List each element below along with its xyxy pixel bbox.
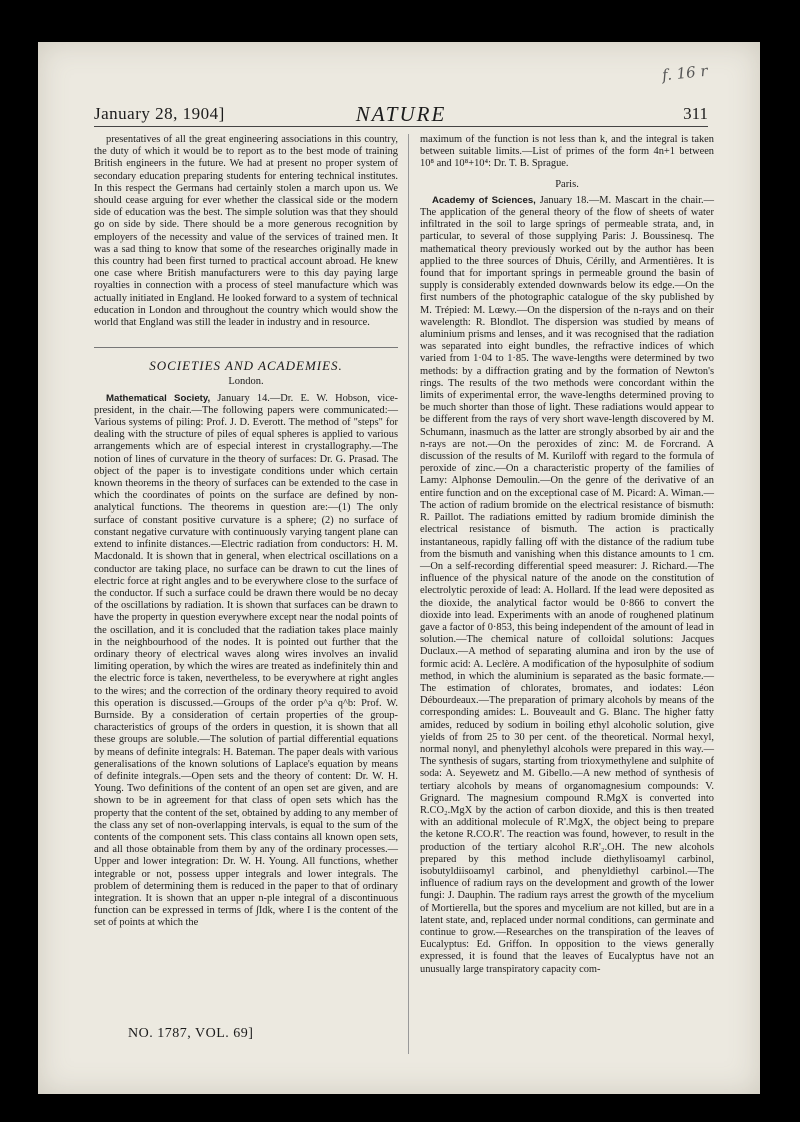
society-report-body: January 14.—Dr. E. W. Hobson, vice-president, in the chair.—The following papers were communicated:—Various systems of piling: Prof. J. D. Everott. The method of "steps" for dealing with the structure of piles of equal spheres is applied to various arrangements which are of especial interest in crystallography.—The notion of lines of curvature in the theory of surfaces: Dr. G. Prasad. The object of the paper is to investigate conditions under which certain known theorems in the theory of surfaces can be extended to the case in which the coordinates of points on the surface are defined by non-analytical functions. The theorems in question are:—(1) The only surface of constant positive curvature is a sphere; (2) no surface of constant negative curvature with continuously varying tangent plane can extend to infinite distances.—Electric radiation from conductors: H. M. Macdonald. It is shown that in general, when electrical oscillations on a conductor are taking place, no surface can be drawn to cut the lines of electric force at right angles and to be everywhere close to the surface of the conductor. If such a surface could be drawn there would be no decay of the oscillations by radiation. It is shown that surfaces can be drawn to have the property in question everywhere except near the nodal points of the oscillation, and it is concluded that the radiation takes place mainly in the neighbourhood of the nodes. It is pointed out further that the ordinary theory of electrical waves along wires involves an invalid limiting operation, by which the wires are treated as indefinitely thin and the electric force is taken, nevertheless, to be everywhere at right angles to the wires; and the correction of the ordinary theory required to avoid this operation is discussed.—Groups of the order p^a q^b: Prof. W. Burnside. By a consideration of certain properties of the group-characteristics of groups of the orders in question, it is shown that all these groups are soluble.—The solution of partial differential equations by means of definite integrals: H. Bateman. The paper deals with various generalisations of the known solutions of Laplace's equation by means of definite integrals.—Open sets and the theory of content: Dr. W. H. Young. Two definitions of the content of an open set are given, and are shown to be in agreement for that class of open sets which has the property that the content of the set, obtained by adding to any member of the class any set of non-overlapping intervals, is equal to the sum of the contents of the component sets. This class contains all known open sets, and all those obtainable from them by any of the ordinary processes.—Upper and lower integration: Dr. W. H. Young. All functions, whether integrable or not, possess upper integrals and lower integrals. The problem of determining them is reduced in the paper to that of ordinary integration. It is shown that an upper n-ple integral of a discontinuous function can be expressed in terms of ∫Idk, where I is the content of the set of points at which the	[94, 392, 398, 929]
academy-name: Academy of Sciences,	[432, 194, 536, 206]
section-title: SOCIETIES AND ACADEMIES.	[94, 347, 398, 372]
journal-title: NATURE	[355, 102, 447, 126]
place-heading-paris: Paris.	[555, 178, 579, 190]
issue-footer: NO. 1787, VOL. 69]	[128, 1026, 254, 1041]
column-divider	[408, 134, 409, 1054]
mathematical-society-report	[94, 393, 398, 930]
handwritten-folio-note: f. 16 r	[661, 61, 709, 85]
academy-report	[420, 195, 714, 976]
intro-paragraph: presentatives of all the great engineering associations in this country, the duty of which it would be to report as to the best mode of training British engineers in the future. We had at present no proper system of secondary education preparing students for entering technical institutes. In this respect the Germans had certainly stolen a march upon us. We should cease arguing for ever whether the classical side or the modern side of education was the best. The simple solution was that they should go on side by side. There should be a more generous recognition by employers of the necessity and value of the services of trained men. It was a sad thing to know that some of the researches originally made in this country had been first turned to practical account abroad. He knew one case where British manufacturers were to this day paying large royalties in connection with a process of steel manufacture which was actually initiated in England. He looked forward to a system of technical education in London and throughout the country which would show the world that England was still the leader in industry and in resource.	[94, 134, 398, 329]
academy-report-body: January 18.—M. Mascart in the chair.—The application of the general theory of the flow of sheets of water infiltrated in the soil to large springs of permeable strata, and, in particular, to several of those supplying Paris: J. Boussinesq. The mathematical theory previously worked out by the author has been applied to the three sources of Dhuis, Cérilly, and Armentières. It is found that for important springs in permeable ground the basin of supply is considerably extended downwards below its edge.—On the first numbers of the photographic catalogue of the sky published by M. Trépied: M. Lœwy.—On the dispersion of the n-rays and on their wavelength: R. Blondlot. The dispersion was studied by means of aluminium prisms and lenses, and it was recognised that the radiation was separated into eight bundles, the refractive indices of which varied from 1·04 to 1·85. The wave-lengths were determined by two methods: by a diffraction grating and by the formation of Newton's rings. The results of the two methods were concordant within the limits of experimental error, the wave-lengths determined proving to be much shorter than those of light. These radiations would appear to be different from the rays of very short wave-length discovered by M. Schumann, inasmuch as the latter are strongly absorbed by air and the n-rays are not.—On the peroxides of zinc: M. de Forcrand. A discussion of the results of M. Kuriloff with regard to the formula of peroxide of zinc.—On a characteristic property of the families of Lamy: Alphonse Demoulin.—On the genre of the derivative of an entire function and on the exceptional case of M. Picard: A. Wiman.—The action of radium bromide on the electrical resistance of bismuth: R. Paillot. The radiations emitted by radium bromide diminish the electrical resistance of bismuth. The action is practically instantaneous, rapidly falling off with the distance of the radium tube from the bismuth and vanishing when this distance amounts to 1 cm.—On a self-recording differential speed measurer: J. Richard.—The influence of the physical nature of the anode on the constitution of electrolytic peroxide of lead: A. Hollard. If the lead were deposited as the dioxide, the analytical factor would be 0·866 to convert the dioxide into lead. Experiments with an anode of roughened platinum gave a factor of 0·853, this being independent of the amount of lead in solution.—The chemical nature of colloidal solutions: Jacques Duclaux.—A method of separating alumina and iron by the use of formic acid: A. Leclère. A modification of the hyposulphite of sodium method, in which the aluminium is separated as the basic formate.—The estimation of chlorates, bromates, and iodates: Léon Débourdeaux.—The preparation of primary alcohols by means of the corresponding amides: L. Bouveault and G. Blanc. The higher fatty amides, reduced by sodium in boiling ethyl alcoholic solution, give yields of from 25 to 30 per cent. of the theoretical. Normal hexyl, normal nonyl, and phenylethyl alcohols were prepared in this way.—The synthesis of sugars, starting from trioxymethylene and sulphite of soda: A. Seyewetz and M. Gibello.—A new method of synthesis of tertiary alcohols by means of organomagnesium compounds: V. Grignard. The magnesium compound R.MgX is converted into R.CO₂.MgX by the action of carbon dioxide, and this is then treated with an additional molecule of R'.MgX, the object being to prepare the ketone R.CO.R'. The reaction was found, however, to result in the production of the tertiary alcohol R.R'₂.OH. The new alcohols prepared by this method include diethylisoamyl carbinol, isobutyldiisoamyl carbinol, and phenyldiethyl carbinol.—The influence of radium rays on the development and growth of the lower fungi: J. Dauphin. The radium rays arrest the growth of the mycelium of Mortierella, but the spores and mycelium are not killed, but are in a latent state, and, replaced under normal conditions, can germinate and continue to grow.—Researches on the transpiration of the leaves of Eucalyptus: Ed. Griffon. In opposition to the views generally expressed, it is found that the leaves of Eucalyptus have not an unusually large transpiratory capacity com-	[420, 194, 714, 975]
page-sheet	[38, 42, 760, 1094]
page-number: 311	[683, 104, 708, 123]
society-name: Mathematical Society,	[106, 392, 211, 404]
right-column	[420, 134, 714, 976]
continued-paragraph: maximum of the function is not less than k, and the integral is taken between suitable limits.—List of primes of the form 4n+1 between 10⁸ and 10⁸+10⁴: Dr. T. B. Sprague.	[420, 134, 714, 170]
left-column	[94, 134, 398, 930]
place-heading-london: London.	[228, 376, 264, 388]
issue-date: January 28, 1904]	[94, 104, 225, 123]
running-header	[94, 104, 708, 127]
